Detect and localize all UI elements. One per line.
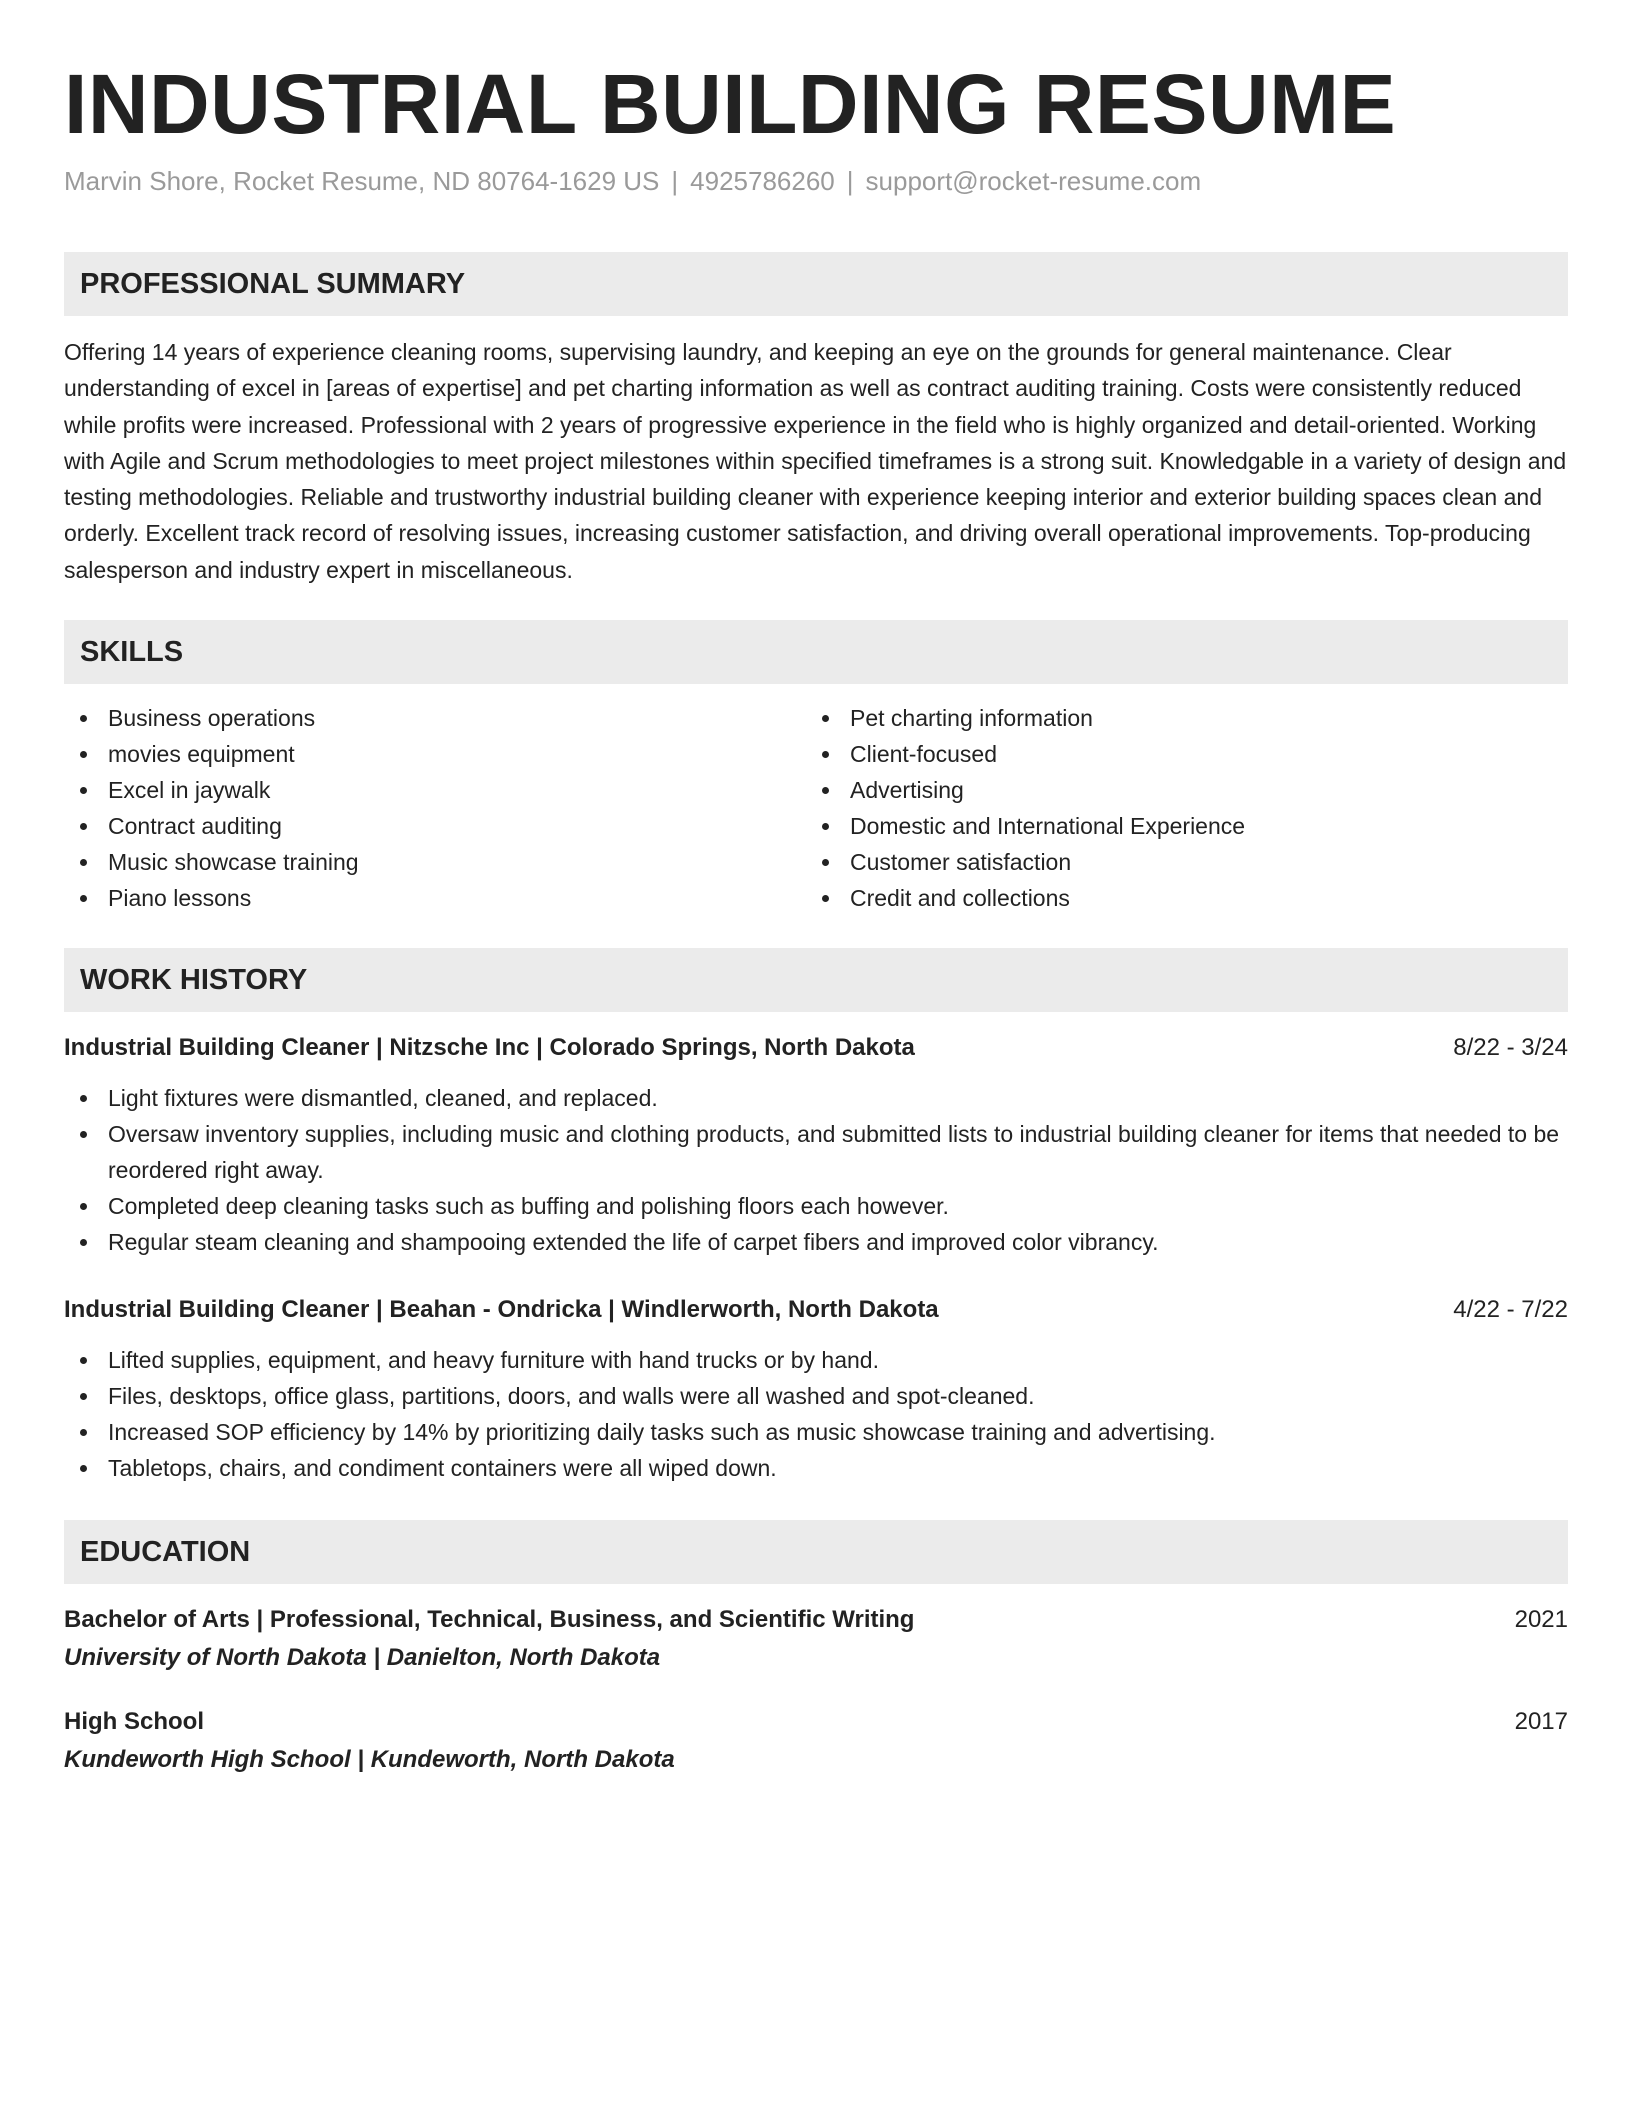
job-bullet — [64, 1342, 1568, 1378]
skills-column-left — [64, 700, 806, 916]
job-dates: 4/22 - 7/22 — [1453, 1296, 1568, 1324]
education-school: University of North Dakota | Danielton, North Dakota — [64, 1644, 661, 1672]
education-year: 2021 — [1514, 1606, 1568, 1634]
bullet-icon — [80, 787, 87, 794]
bullet-icon — [80, 1357, 87, 1364]
contact-address: Marvin Shore, Rocket Resume, ND 80764-1629 US — [64, 166, 660, 196]
contact-line — [64, 164, 1568, 198]
skills-section-header: SKILLS — [64, 620, 1568, 684]
job-entry — [64, 1032, 1568, 1260]
education-entry — [64, 1706, 1568, 1776]
job-bullet-text: Lifted supplies, equipment, and heavy furniture with hand trucks or by hand. — [108, 1347, 879, 1374]
job-bullet-text: Oversaw inventory supplies, including music and clothing products, and submitted lists to industrial building cleaner for items that needed to be reordered right away. — [108, 1121, 1560, 1184]
skill-label: Credit and collections — [850, 885, 1070, 912]
skill-label: Client-focused — [850, 741, 998, 768]
contact-separator: | — [671, 166, 679, 196]
skill-label: Piano lessons — [108, 885, 252, 912]
skill-item — [806, 880, 1548, 916]
job-bullet-text: Increased SOP efficiency by 14% by prioritizing daily tasks such as music showcase training and advertising. — [108, 1419, 1216, 1446]
education-degree: Bachelor of Arts | Professional, Technical, Business, and Scientific Writing — [64, 1606, 915, 1634]
job-bullet — [64, 1378, 1568, 1414]
bullet-icon — [80, 1203, 87, 1210]
bullet-icon — [80, 1131, 87, 1138]
skills-column-right — [806, 700, 1548, 916]
bullet-icon — [80, 1095, 87, 1102]
job-bullet-list — [64, 1342, 1568, 1486]
skill-label: Excel in jaywalk — [108, 777, 271, 804]
bullet-icon — [822, 751, 829, 758]
contact-phone: 4925786260 — [690, 166, 835, 196]
skill-label: Business operations — [108, 705, 316, 732]
bullet-icon — [822, 715, 829, 722]
skill-item — [806, 700, 1548, 736]
bullet-icon — [80, 823, 87, 830]
skills-grid — [64, 700, 1568, 916]
job-dates: 8/22 - 3/24 — [1453, 1034, 1568, 1062]
resume-title: INDUSTRIAL BUILDING RESUME — [64, 57, 1397, 151]
job-bullet — [64, 1080, 1568, 1116]
contact-separator: | — [846, 166, 854, 196]
skill-label: Advertising — [850, 777, 964, 804]
job-bullet-text: Light fixtures were dismantled, cleaned, and replaced. — [108, 1085, 658, 1112]
education-section-header: EDUCATION — [64, 1520, 1568, 1584]
skill-item — [806, 844, 1548, 880]
skill-item — [806, 808, 1548, 844]
skill-item — [64, 736, 806, 772]
job-bullet-text: Files, desktops, office glass, partitions, doors, and walls were all washed and spot-cleaned. — [108, 1383, 1035, 1410]
skill-item — [64, 844, 806, 880]
bullet-icon — [80, 1465, 87, 1472]
bullet-icon — [822, 895, 829, 902]
job-title: Industrial Building Cleaner | Nitzsche Inc | Colorado Springs, North Dakota — [64, 1034, 915, 1062]
education-header — [64, 1706, 1568, 1738]
bullet-icon — [80, 859, 87, 866]
skill-label: Pet charting information — [850, 705, 1093, 732]
resume-page — [64, 0, 1568, 1776]
bullet-icon — [822, 823, 829, 830]
job-entry — [64, 1294, 1568, 1486]
education-entry — [64, 1604, 1568, 1674]
skill-item — [64, 700, 806, 736]
skill-item — [64, 808, 806, 844]
job-bullet — [64, 1414, 1568, 1450]
job-header — [64, 1294, 1568, 1326]
job-bullet — [64, 1188, 1568, 1224]
bullet-icon — [80, 895, 87, 902]
skill-item — [64, 772, 806, 808]
job-bullet — [64, 1116, 1568, 1188]
bullet-icon — [80, 715, 87, 722]
education-degree: High School — [64, 1708, 204, 1736]
summary-text: Offering 14 years of experience cleaning rooms, supervising laundry, and keeping an eye on the grounds for general maintenance. Clear understanding of excel in [areas of expertise] and pet charting information as well as contract auditing training. Costs were consistently reduced while profits were increased. Professional with 2 years of progressive experience in the field who is highly organized and detail-oriented. Working with Agile and Scrum methodologies to meet project milestones within specified timeframes is a strong suit. Knowledgable in a variety of design and testing methodologies. Reliable and trustworthy industrial building cleaner with experience keeping interior and exterior building spaces clean and orderly. Excellent track record of resolving issues, increasing customer satisfaction, and driving overall operational improvements. Top-producing salesperson and industry expert in miscellaneous. — [64, 339, 1567, 583]
skill-item — [806, 736, 1548, 772]
bullet-icon — [822, 859, 829, 866]
skill-label: Music showcase training — [108, 849, 359, 876]
bullet-icon — [80, 1393, 87, 1400]
bullet-icon — [80, 1239, 87, 1246]
job-bullet — [64, 1450, 1568, 1486]
education-header — [64, 1604, 1568, 1636]
contact-email: support@rocket-resume.com — [865, 166, 1202, 196]
job-bullet-list — [64, 1080, 1568, 1260]
education-school: Kundeworth High School | Kundeworth, North Dakota — [64, 1746, 675, 1774]
education-year: 2017 — [1514, 1708, 1568, 1736]
skill-item — [64, 880, 806, 916]
skill-label: Contract auditing — [108, 813, 282, 840]
skill-label: Customer satisfaction — [850, 849, 1072, 876]
summary-section-header: PROFESSIONAL SUMMARY — [64, 252, 1568, 316]
job-bullet — [64, 1224, 1568, 1260]
job-header — [64, 1032, 1568, 1064]
skill-label: movies equipment — [108, 741, 295, 768]
job-bullet-text: Completed deep cleaning tasks such as buffing and polishing floors each however. — [108, 1193, 949, 1220]
work-history-section-header: WORK HISTORY — [64, 948, 1568, 1012]
job-bullet-text: Regular steam cleaning and shampooing extended the life of carpet fibers and improved color vibrancy. — [108, 1229, 1159, 1256]
bullet-icon — [80, 751, 87, 758]
job-bullet-text: Tabletops, chairs, and condiment containers were all wiped down. — [108, 1455, 777, 1482]
skill-item — [806, 772, 1548, 808]
bullet-icon — [80, 1429, 87, 1436]
bullet-icon — [822, 787, 829, 794]
skill-label: Domestic and International Experience — [850, 813, 1246, 840]
job-title: Industrial Building Cleaner | Beahan - Ondricka | Windlerworth, North Dakota — [64, 1296, 939, 1324]
